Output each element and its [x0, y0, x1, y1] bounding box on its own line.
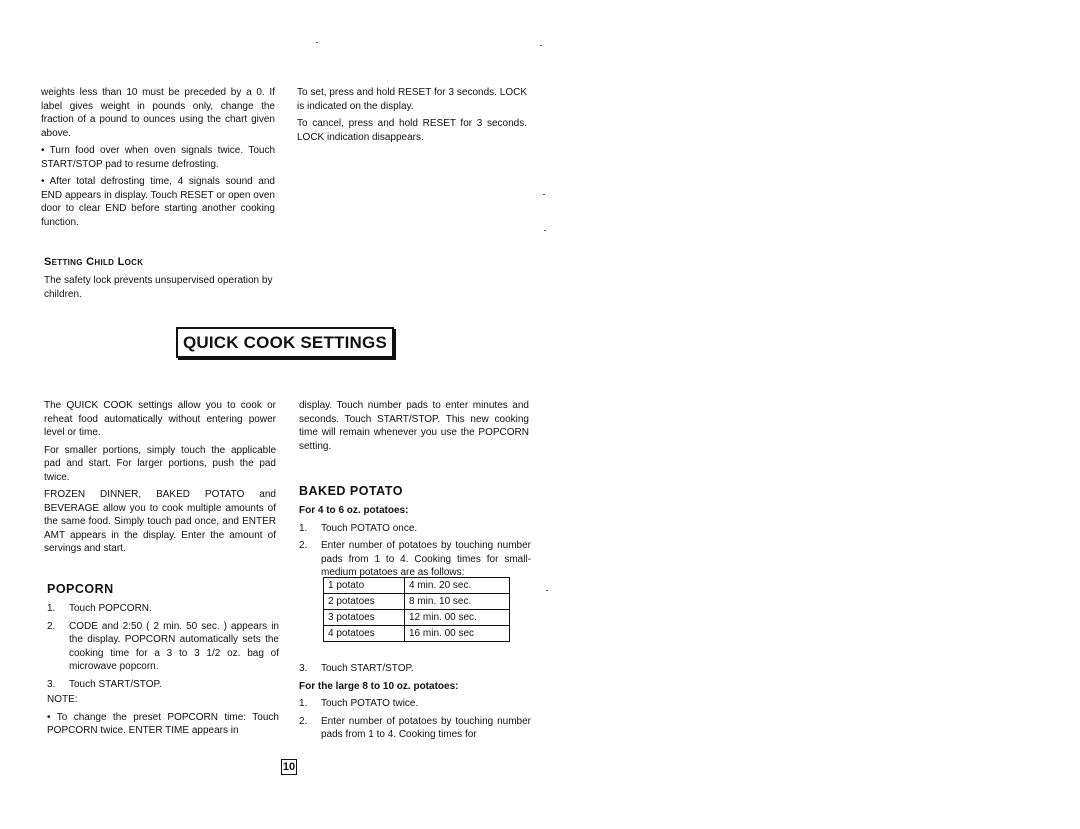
potato-time-table — [323, 577, 510, 642]
table-row — [324, 578, 510, 594]
table-cell: 4 min. 20 sec. — [405, 578, 510, 594]
scan-speck — [544, 230, 546, 231]
child-lock-heading: Setting Child Lock — [44, 256, 144, 268]
defrost-end-text: • After total defrosting time, 4 signals sound and END appears in display. Touch RESET or open oven door to clear END before starting another cooking function. — [41, 176, 275, 228]
top-right-column — [297, 86, 527, 148]
popcorn-note-label: NOTE: — [47, 694, 78, 705]
large-potato-step-2: 2. Enter number of potatoes by touching number pads from 1 to 4. Cooking times for — [299, 715, 531, 740]
popcorn-heading: POPCORN — [47, 582, 114, 596]
lock-set-text: To set, press and hold RESET for 3 seconds. LOCK is indicated on the display. — [297, 87, 527, 112]
table-row — [324, 594, 510, 610]
table-cell: 16 min. 00 sec — [405, 626, 510, 642]
baked-potato-section-1 — [299, 504, 531, 584]
scan-speck — [543, 194, 545, 195]
popcorn-step-2: 2. CODE and 2:50 ( 2 min. 50 sec. ) appears in the display. POPCORN automatically sets the cooking time for a 3 to 3 1/2 oz. bag of microwave popcorn. — [47, 620, 279, 672]
small-potato-step-2: 2. Enter number of potatoes by touching number pads from 1 to 4. Cooking times for small-medium potatoes are as follows: — [299, 540, 531, 578]
baked-potato-heading: BAKED POTATO — [299, 484, 403, 498]
table-cell: 3 potatoes — [324, 610, 405, 626]
popcorn-step-3: 3. Touch START/STOP. — [47, 678, 162, 690]
popcorn-steps — [47, 602, 279, 691]
intro-text-2: For smaller portions, simply touch the applicable pad and start. For larger portions, push the pad twice. — [44, 444, 276, 483]
scan-speck — [316, 42, 318, 43]
large-potato-subheading: For the large 8 to 10 oz. potatoes: — [299, 680, 459, 692]
potato-step-3: 3. Touch START/STOP. — [299, 663, 414, 674]
table-cell: 8 min. 10 sec. — [405, 594, 510, 610]
popcorn-continued-text: display. Touch number pads to enter minutes and seconds. Touch START/STOP. This new cooking time will remain whenever you use the POPCORN setting. — [299, 400, 529, 452]
scan-speck — [540, 45, 542, 46]
table-row — [324, 610, 510, 626]
intro-text-3: FROZEN DINNER, BAKED POTATO and BEVERAGE allow you to cook multiple amounts of the same food. Simply touch pad once, and ENTER AMT appears in the display. Enter the amount of servings and start. — [44, 489, 276, 554]
popcorn-section — [47, 602, 279, 742]
large-potato-step-1: 1. Touch POTATO twice. — [299, 698, 419, 709]
baked-potato-section-2 — [299, 662, 531, 746]
popcorn-note-text: • To change the preset POPCORN time: Touch POPCORN twice. ENTER TIME appears in — [47, 711, 279, 736]
intro-text-1: The QUICK COOK settings allow you to cook or reheat food automatically without entering power level or time. — [44, 400, 276, 438]
table-row — [324, 626, 510, 642]
popcorn-step-1: 1. Touch POPCORN. — [47, 603, 152, 614]
potato-step-3-list — [299, 662, 531, 676]
top-left-column — [41, 86, 275, 233]
table-cell: 2 potatoes — [324, 594, 405, 610]
defrost-turn-text: • Turn food over when oven signals twice. Touch START/STOP pad to resume defrosting. — [41, 145, 275, 170]
quick-cook-banner: QUICK COOK SETTINGS — [176, 327, 394, 358]
scan-speck — [546, 590, 548, 591]
intro-column — [44, 399, 276, 560]
page-number: 10 — [282, 761, 296, 773]
small-potato-subheading: For 4 to 6 oz. potatoes: — [299, 505, 409, 516]
small-potato-steps — [299, 522, 531, 580]
large-potato-steps — [299, 697, 531, 742]
lock-cancel-text: To cancel, press and hold RESET for 3 seconds. LOCK indication disappears. — [297, 118, 527, 143]
table-cell: 4 potatoes — [324, 626, 405, 642]
child-lock-text: The safety lock prevents unsupervised operation by children. — [44, 275, 273, 300]
table-cell: 12 min. 00 sec. — [405, 610, 510, 626]
small-potato-step-1: 1. Touch POTATO once. — [299, 522, 418, 534]
table-cell: 1 potato — [324, 578, 405, 594]
defrost-weight-text: weights less than 10 must be preceded by a 0. If label gives weight in pounds only, change the fraction of a pound to ounces using the chart given above. — [41, 87, 275, 139]
